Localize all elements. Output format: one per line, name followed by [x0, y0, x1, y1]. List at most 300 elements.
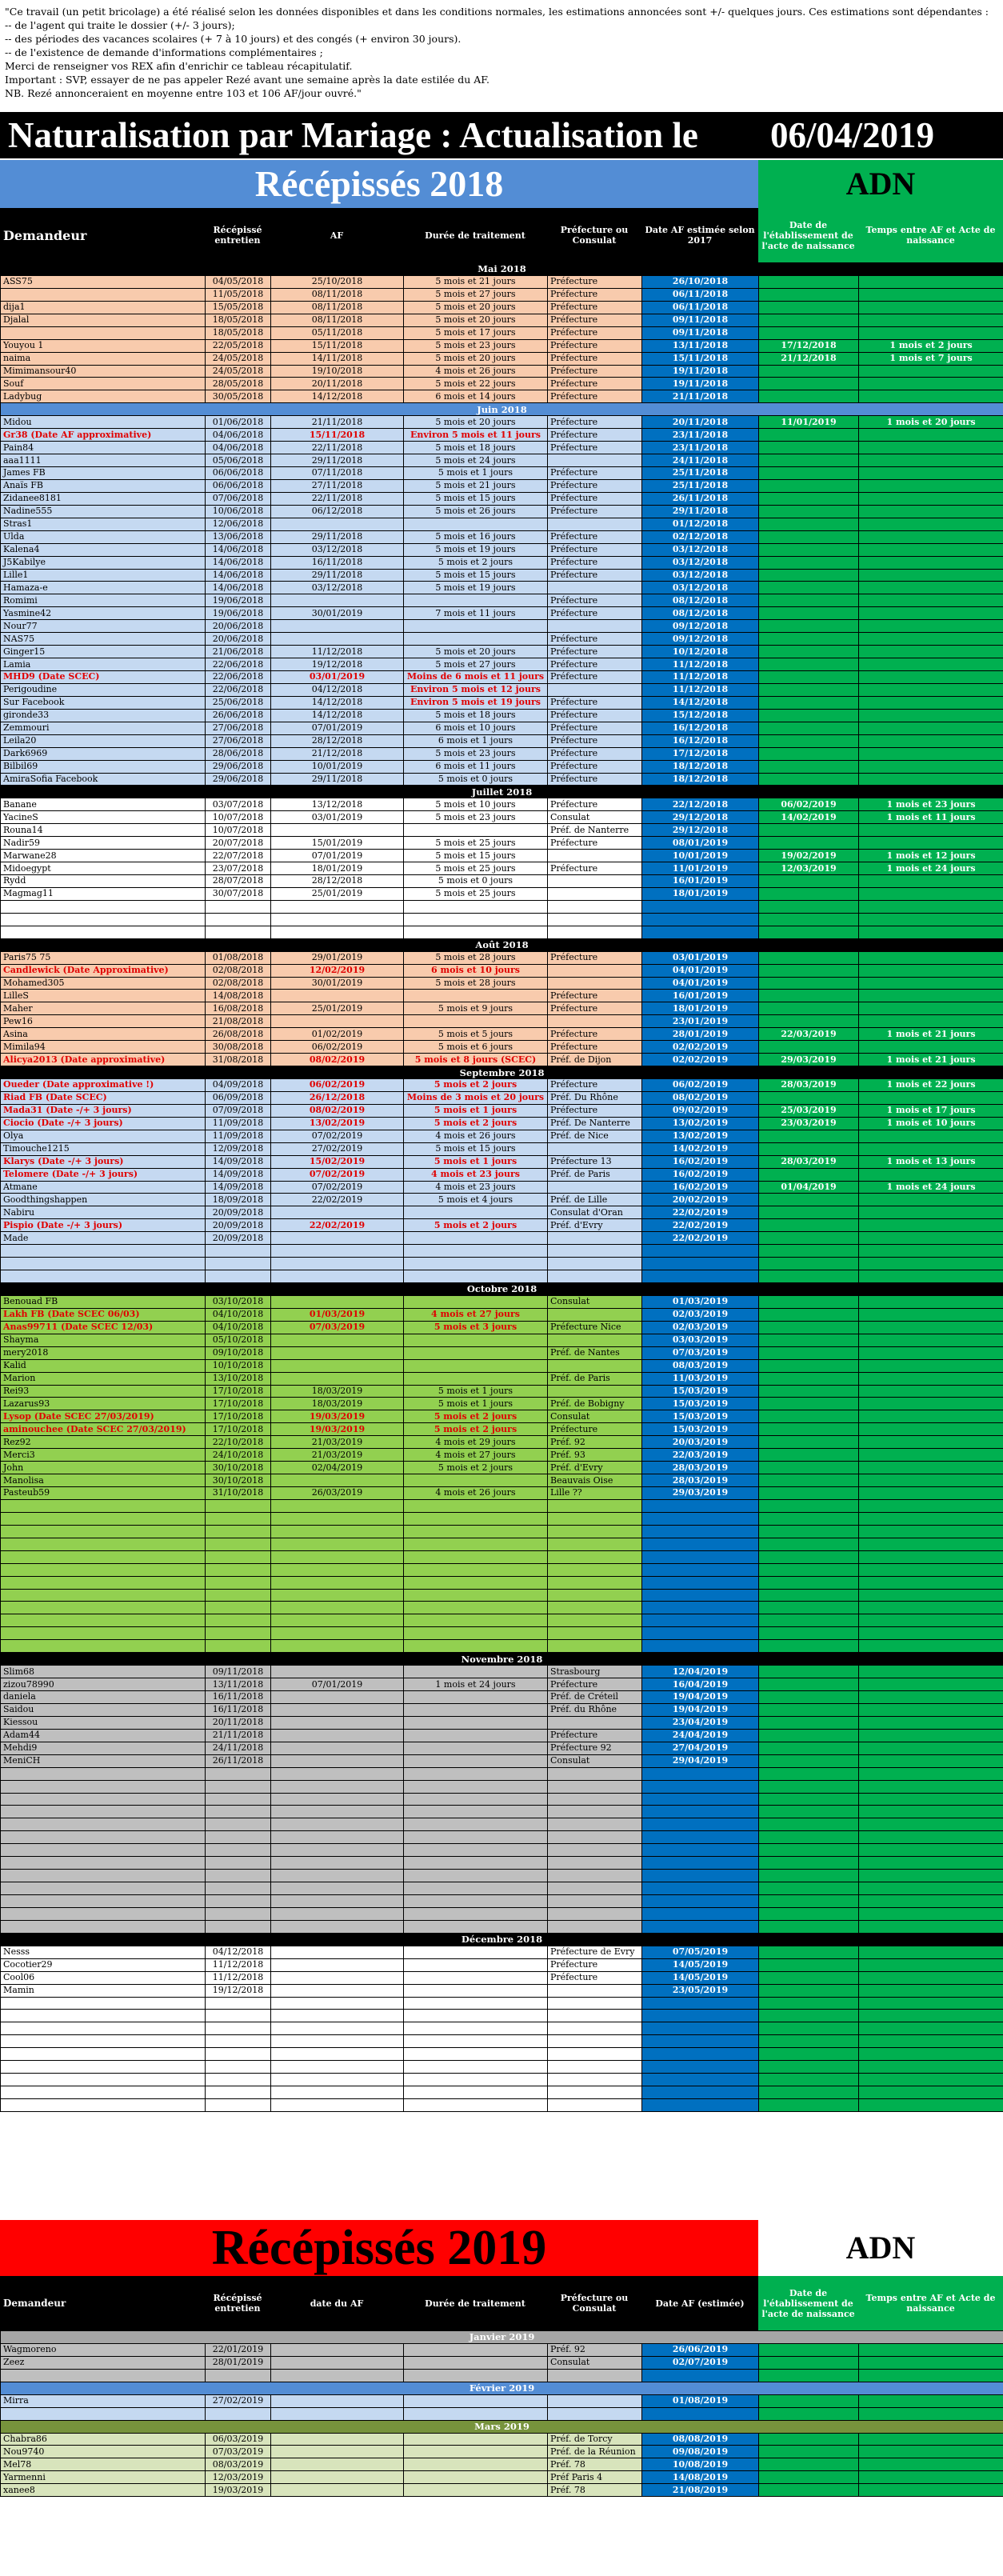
- cell: [271, 2048, 404, 2061]
- cell: 14/12/2018: [271, 709, 404, 722]
- cell: 4 mois et 27 jours: [404, 1308, 548, 1321]
- cell: [759, 2022, 859, 2035]
- cell: [859, 1857, 1003, 1870]
- cell: 4 mois et 23 jours: [404, 1168, 548, 1181]
- cell: [759, 2048, 859, 2061]
- cell: Mamin: [1, 1984, 206, 1997]
- cell: [759, 1563, 859, 1576]
- cell: 08/02/2019: [271, 1054, 404, 1066]
- cell: 07/02/2019: [271, 1168, 404, 1181]
- cell: Paris75 75: [1, 951, 206, 964]
- col-temps-acte: Temps entre AF et Acte de naissance: [858, 2276, 1003, 2330]
- month-label: Juin 2018: [1, 403, 1003, 416]
- cell: 13/12/2018: [271, 798, 404, 811]
- cell: 23/04/2019: [642, 1716, 759, 1729]
- cell: [859, 1015, 1003, 1028]
- table-row: [1, 1194, 1003, 1206]
- cell: Préf. 92: [548, 2343, 642, 2356]
- cell: [1, 1563, 206, 1576]
- cell: 4 mois et 23 jours: [404, 1181, 548, 1194]
- table-row: [1, 442, 1003, 454]
- cell: 5 mois et 15 jours: [404, 1142, 548, 1155]
- cell: 1 mois et 12 jours: [859, 850, 1003, 862]
- cell: [859, 1946, 1003, 1958]
- cell: 25/06/2018: [206, 696, 271, 709]
- cell: [206, 2407, 271, 2420]
- cell: [404, 2061, 548, 2074]
- cell: [548, 850, 642, 862]
- cell: 17/10/2018: [206, 1398, 271, 1410]
- cell: 14/08/2018: [206, 990, 271, 1002]
- cell: [206, 2074, 271, 2086]
- cell: [271, 1793, 404, 1806]
- cell: [759, 1474, 859, 1487]
- intro-line: -- des périodes des vacances scolaires (+ 7 à 10 jours) et des congés (+ environ 30 jours).: [5, 33, 462, 45]
- cell: [759, 442, 859, 454]
- cell: Préfecture: [548, 288, 642, 301]
- cell: [206, 1793, 271, 1806]
- cell: [859, 1219, 1003, 1232]
- cell: 6 mois et 1 jours: [404, 734, 548, 747]
- cell: [548, 1512, 642, 1525]
- cell: Atmane: [1, 1181, 206, 1194]
- cell: [1, 900, 206, 913]
- cell: [548, 2022, 642, 2035]
- cell: 08/02/2019: [271, 1104, 404, 1117]
- cell: [206, 2369, 271, 2382]
- cell: [271, 1334, 404, 1346]
- cell: 29/03/2019: [642, 1487, 759, 1500]
- cell: [759, 722, 859, 734]
- cell: [404, 1359, 548, 1372]
- cell: Préfecture: [548, 646, 642, 658]
- cell: [759, 990, 859, 1002]
- cell: Anas99711 (Date SCEC 12/03): [1, 1321, 206, 1334]
- cell: Préfecture: [548, 442, 642, 454]
- cell: Préf. 92: [548, 1436, 642, 1449]
- cell: 04/10/2018: [206, 1321, 271, 1334]
- cell: [759, 569, 859, 582]
- cell: [404, 2458, 548, 2471]
- empty-row: [1, 1525, 1003, 1538]
- cell: [859, 543, 1003, 556]
- table-row: [1, 2343, 1003, 2356]
- cell: [404, 1818, 548, 1831]
- cell: [859, 492, 1003, 505]
- cell: [759, 1576, 859, 1589]
- cell: [759, 747, 859, 760]
- cell: [404, 1754, 548, 1767]
- cell: [859, 913, 1003, 926]
- cell: Préfecture: [548, 594, 642, 607]
- col-recepisse: Récépissé entretien: [213, 225, 262, 246]
- cell: 28/03/2019: [759, 1079, 859, 1092]
- cell: [859, 2048, 1003, 2061]
- cell: 16/11/2018: [206, 1703, 271, 1716]
- month-header: [1, 1933, 1003, 1946]
- col-date-af: Date AF estimée selon 2017: [645, 225, 755, 246]
- cell: [404, 1997, 548, 2010]
- cell: 15/03/2019: [642, 1398, 759, 1410]
- cell: [548, 1015, 642, 1028]
- cell: Pasteub59: [1, 1487, 206, 1500]
- adn-title-2018: ADN: [758, 160, 1003, 208]
- cell: 20/09/2018: [206, 1232, 271, 1245]
- cell: 29/03/2019: [759, 1054, 859, 1066]
- cell: [206, 1818, 271, 1831]
- cell: Timouche1215: [1, 1142, 206, 1155]
- table-row: [1, 1946, 1003, 1958]
- table-row: [1, 365, 1003, 378]
- cell: 28/12/2018: [271, 734, 404, 747]
- cell: 22/11/2018: [271, 492, 404, 505]
- cell: 18/03/2019: [271, 1385, 404, 1398]
- cell: 20/09/2018: [206, 1206, 271, 1219]
- month-header: [1, 2331, 1003, 2344]
- cell: [759, 633, 859, 646]
- cell: [859, 1423, 1003, 1436]
- cell: [859, 1729, 1003, 1742]
- cell: [206, 2010, 271, 2022]
- cell: Ulda: [1, 530, 206, 543]
- cell: Adam44: [1, 1729, 206, 1742]
- cell: [759, 1984, 859, 1997]
- cell: 14/05/2019: [642, 1971, 759, 1984]
- cell: 7 mois et 11 jours: [404, 607, 548, 620]
- cell: [206, 1780, 271, 1793]
- cell: [1, 2099, 206, 2112]
- cell: [642, 2407, 759, 2420]
- cell: [271, 2458, 404, 2471]
- cell: 10/12/2018: [642, 646, 759, 658]
- cell: 14/12/2018: [271, 696, 404, 709]
- cell: [642, 1882, 759, 1895]
- cell: [1, 1525, 206, 1538]
- cell: [859, 429, 1003, 442]
- cell: 28/07/2018: [206, 875, 271, 888]
- cell: [404, 2022, 548, 2035]
- cell: 30/05/2018: [206, 390, 271, 403]
- cell: 21/08/2018: [206, 1015, 271, 1028]
- cell: 01/03/2019: [642, 1295, 759, 1308]
- cell: [271, 926, 404, 938]
- table-2019: [0, 2330, 1003, 2497]
- cell: 11/01/2019: [759, 416, 859, 429]
- table-row: [1, 1754, 1003, 1767]
- cell: [859, 696, 1003, 709]
- cell: [404, 1015, 548, 1028]
- cell: [404, 1920, 548, 1933]
- cell: 19/04/2019: [642, 1691, 759, 1704]
- cell: [548, 1767, 642, 1780]
- cell: [271, 913, 404, 926]
- cell: [206, 1997, 271, 2010]
- cell: [759, 314, 859, 326]
- intro-line: "Ce travail (un petit bricolage) a été réalisé selon les données disponibles et dans les conditions normales, les estimations annoncées sont +/- quelques jours. Ces estimations sont dépendantes :: [5, 6, 989, 18]
- cell: 11/12/2018: [642, 671, 759, 684]
- empty-row: [1, 2022, 1003, 2035]
- cell: Préf. de Paris: [548, 1372, 642, 1385]
- table-row: [1, 1423, 1003, 1436]
- empty-row: [1, 1997, 1003, 2010]
- cell: [859, 301, 1003, 314]
- cell: Préfecture: [548, 301, 642, 314]
- table-row: [1, 301, 1003, 314]
- cell: 06/06/2018: [206, 479, 271, 492]
- cell: 22/03/2019: [759, 1028, 859, 1041]
- cell: Préfecture: [548, 658, 642, 671]
- cell: [1, 2035, 206, 2048]
- cell: Merci3: [1, 1449, 206, 1462]
- empty-row: [1, 2061, 1003, 2074]
- cell: [271, 1958, 404, 1971]
- cell: [759, 2446, 859, 2458]
- cell: [859, 378, 1003, 390]
- cell: 5 mois et 8 jours (SCEC): [404, 1054, 548, 1066]
- cell: 10/08/2019: [642, 2458, 759, 2471]
- cell: 5 mois et 2 jours: [404, 1079, 548, 1092]
- cell: [642, 1499, 759, 1512]
- cell: [206, 1857, 271, 1870]
- cell: [759, 2433, 859, 2446]
- empty-row: [1, 1614, 1003, 1627]
- cell: [859, 275, 1003, 288]
- cell: 20/03/2019: [642, 1436, 759, 1449]
- cell: [548, 1882, 642, 1895]
- table-row: [1, 1487, 1003, 1500]
- cell: zizou78990: [1, 1678, 206, 1691]
- cell: [759, 1882, 859, 1895]
- cell: 11/12/2018: [642, 683, 759, 696]
- cell: 14/06/2018: [206, 556, 271, 569]
- table-row: [1, 416, 1003, 429]
- cell: [859, 479, 1003, 492]
- cell: [859, 1767, 1003, 1780]
- cell: [642, 1525, 759, 1538]
- update-date: 06/04/2019: [770, 115, 935, 155]
- cell: ASS75: [1, 275, 206, 288]
- cell: Consulat: [548, 1295, 642, 1308]
- cell: [759, 543, 859, 556]
- cell: 4 mois et 29 jours: [404, 1436, 548, 1449]
- cell: Préfecture 92: [548, 1742, 642, 1754]
- cell: [1, 1640, 206, 1653]
- cell: [404, 1767, 548, 1780]
- cell: [642, 1640, 759, 1653]
- cell: 18/05/2018: [206, 314, 271, 326]
- cell: Environ 5 mois et 12 jours: [404, 683, 548, 696]
- cell: [859, 1487, 1003, 1500]
- cell: Consulat: [548, 1754, 642, 1767]
- cell: [404, 1971, 548, 1984]
- cell: [271, 1270, 404, 1283]
- cell: Préfecture: [548, 492, 642, 505]
- cell: 07/09/2018: [206, 1104, 271, 1117]
- cell: 24/05/2018: [206, 365, 271, 378]
- cell: [759, 1754, 859, 1767]
- cell: [859, 646, 1003, 658]
- cell: [404, 900, 548, 913]
- cell: [859, 1589, 1003, 1602]
- cell: [404, 518, 548, 530]
- cell: 26/06/2018: [206, 709, 271, 722]
- cell: 18/12/2018: [642, 760, 759, 773]
- cell: 29/12/2018: [642, 811, 759, 824]
- cell: [1, 1920, 206, 1933]
- cell: [271, 2010, 404, 2022]
- table-row: [1, 505, 1003, 518]
- cell: Moins de 6 mois et 11 jours: [404, 671, 548, 684]
- cell: [859, 1398, 1003, 1410]
- cell: [859, 1308, 1003, 1321]
- intro-notes: [5, 5, 997, 100]
- table-row: [1, 658, 1003, 671]
- cell: [404, 1640, 548, 1653]
- cell: [404, 2356, 548, 2369]
- cell: Préf. 78: [548, 2484, 642, 2497]
- cell: [1, 1270, 206, 1283]
- cell: 06/11/2018: [642, 288, 759, 301]
- table-row: [1, 326, 1003, 339]
- cell: 09/08/2019: [642, 2446, 759, 2458]
- cell: [404, 2394, 548, 2407]
- cell: [759, 1857, 859, 1870]
- empty-row: [1, 1602, 1003, 1614]
- cell: [404, 1831, 548, 1844]
- cell: Préf. Du Rhône: [548, 1091, 642, 1104]
- cell: [759, 1334, 859, 1346]
- cell: [859, 530, 1003, 543]
- month-label: Octobre 2018: [1, 1283, 1003, 1296]
- cell: [271, 1742, 404, 1754]
- cell: 29/01/2019: [271, 951, 404, 964]
- table-row: [1, 607, 1003, 620]
- cell: 1 mois et 7 jours: [859, 352, 1003, 365]
- cell: Préf. de Paris: [548, 1168, 642, 1181]
- cell: [859, 326, 1003, 339]
- cell: [642, 1997, 759, 2010]
- table-row: [1, 2356, 1003, 2369]
- cell: [859, 734, 1003, 747]
- cell: [548, 1907, 642, 1920]
- table-row: [1, 556, 1003, 569]
- cell: [548, 1245, 642, 1258]
- cell: Mohamed305: [1, 977, 206, 990]
- cell: [404, 1258, 548, 1270]
- cell: [859, 1130, 1003, 1142]
- cell: 6 mois et 10 jours: [404, 964, 548, 977]
- cell: MHD9 (Date SCEC): [1, 671, 206, 684]
- empty-row: [1, 1907, 1003, 1920]
- table-row: [1, 646, 1003, 658]
- cell: Préfecture: [548, 416, 642, 429]
- cell: Mada31 (Date -/+ 3 jours): [1, 1104, 206, 1117]
- cell: [859, 2394, 1003, 2407]
- cell: 13/02/2019: [271, 1117, 404, 1130]
- cell: [271, 1015, 404, 1028]
- cell: Préfecture: [548, 798, 642, 811]
- cell: 5 mois et 25 jours: [404, 837, 548, 850]
- cell: [759, 1716, 859, 1729]
- cell: [271, 2074, 404, 2086]
- cell: Préfecture: [548, 1079, 642, 1092]
- cell: [759, 964, 859, 977]
- cell: [859, 1372, 1003, 1385]
- cell: [271, 1563, 404, 1576]
- cell: 03/12/2018: [642, 582, 759, 594]
- cell: [859, 582, 1003, 594]
- cell: 23/07/2018: [206, 862, 271, 875]
- cell: [271, 1525, 404, 1538]
- cell: Préf. de Torcy: [548, 2433, 642, 2446]
- cell: [642, 1245, 759, 1258]
- cell: Préfecture: [548, 1041, 642, 1054]
- cell: [759, 1831, 859, 1844]
- cell: 5 mois et 1 jours: [404, 467, 548, 480]
- cell: YacineS: [1, 811, 206, 824]
- cell: 08/12/2018: [642, 607, 759, 620]
- cell: 10/01/2019: [642, 850, 759, 862]
- cell: [859, 1168, 1003, 1181]
- cell: 29/11/2018: [271, 569, 404, 582]
- cell: [859, 1818, 1003, 1831]
- cell: [759, 1666, 859, 1678]
- intro-line: -- de l'existence de demande d'informations complémentaires ;: [5, 46, 323, 58]
- cell: [759, 1997, 859, 2010]
- cell: [859, 1206, 1003, 1219]
- cell: [759, 1295, 859, 1308]
- cell: [759, 683, 859, 696]
- cell: Oueder (Date approximative !): [1, 1079, 206, 1092]
- cell: [271, 1754, 404, 1767]
- table-row: [1, 2484, 1003, 2497]
- table-row: [1, 760, 1003, 773]
- cell: [548, 1308, 642, 1321]
- cell: [859, 505, 1003, 518]
- cell: [548, 1793, 642, 1806]
- cell: 1 mois et 24 jours: [859, 862, 1003, 875]
- cell: 08/03/2019: [642, 1359, 759, 1372]
- cell: [1, 1857, 206, 1870]
- cell: [206, 1614, 271, 1627]
- cell: [759, 479, 859, 492]
- cell: 24/11/2018: [206, 1742, 271, 1754]
- cell: [404, 1512, 548, 1525]
- cell: [206, 1806, 271, 1818]
- cell: xanee8: [1, 2484, 206, 2497]
- intro-line: NB. Rezé annonceraient en moyenne entre 103 et 106 AF/jour ouvré.": [5, 87, 362, 99]
- cell: [1, 2369, 206, 2382]
- cell: [759, 365, 859, 378]
- intro-line: -- de l'agent qui traite le dossier (+/- 3 jours);: [5, 19, 235, 31]
- cell: 03/12/2018: [271, 543, 404, 556]
- cell: [642, 1780, 759, 1793]
- cell: Rei93: [1, 1385, 206, 1398]
- cell: [548, 2099, 642, 2112]
- cell: 28/03/2019: [642, 1462, 759, 1474]
- cell: 29/12/2018: [642, 824, 759, 837]
- cell: 5 mois et 0 jours: [404, 773, 548, 786]
- cell: [759, 1385, 859, 1398]
- col-date-af: Date AF (estimée): [655, 2298, 745, 2309]
- cell: Préfecture: [548, 734, 642, 747]
- cell: Kalid: [1, 1359, 206, 1372]
- cell: 15/11/2018: [271, 429, 404, 442]
- cell: 11/01/2019: [642, 862, 759, 875]
- table-row: [1, 620, 1003, 633]
- cell: 21/03/2019: [271, 1449, 404, 1462]
- cell: Klarys (Date -/+ 3 jours): [1, 1155, 206, 1168]
